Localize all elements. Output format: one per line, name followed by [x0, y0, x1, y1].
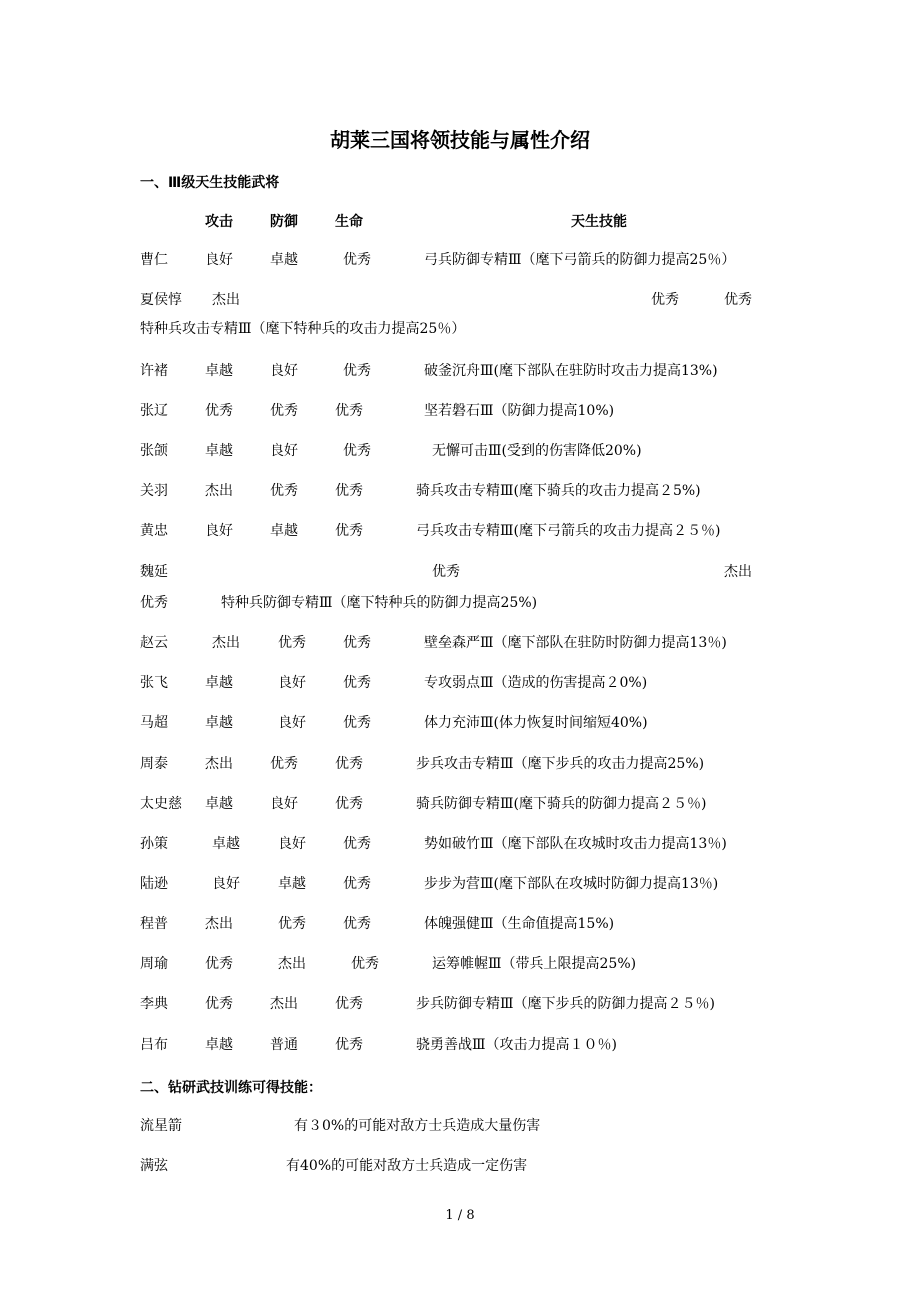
general-attack: 优秀 — [432, 564, 460, 580]
general-name: 曹仁 — [140, 252, 168, 268]
general-attack: 优秀 — [205, 403, 233, 419]
general-attack: 卓越 — [205, 1037, 233, 1053]
general-attack: 杰出 — [212, 635, 240, 651]
general-skill: 破釜沉舟Ⅲ(麾下部队在驻防时攻击力提高13%) — [424, 363, 718, 379]
general-defense: 普通 — [270, 1037, 298, 1053]
general-name: 太史慈 — [140, 796, 182, 812]
general-defense: 卓越 — [270, 252, 298, 268]
general-life: 优秀 — [724, 292, 752, 308]
general-name: 吕布 — [140, 1037, 168, 1053]
general-defense: 杰出 — [278, 956, 306, 972]
general-attack: 卓越 — [205, 796, 233, 812]
general-life: 优秀 — [335, 756, 363, 772]
general-defense: 杰出 — [724, 564, 752, 580]
general-skill: 步兵防御专精Ⅲ（麾下步兵的防御力提高２５％) — [416, 996, 715, 1012]
general-life: 优秀 — [140, 595, 168, 611]
general-defense: 卓越 — [278, 876, 306, 892]
general-life: 优秀 — [335, 523, 363, 539]
general-skill: 步步为营Ⅲ(麾下部队在攻城时防御力提高13％) — [424, 876, 719, 892]
general-skill: 体魄强健Ⅲ（生命值提高15%) — [424, 916, 615, 932]
general-defense: 杰出 — [270, 996, 298, 1012]
header-defense: 防御 — [270, 214, 298, 230]
general-life: 优秀 — [343, 715, 371, 731]
general-name: 李典 — [140, 996, 168, 1012]
general-skill: 坚若磐石Ⅲ（防御力提高10%) — [424, 403, 615, 419]
general-life: 优秀 — [343, 363, 371, 379]
general-name: 夏侯惇 — [140, 292, 182, 308]
general-name: 孙策 — [140, 836, 168, 852]
general-attack: 卓越 — [205, 363, 233, 379]
general-skill: 无懈可击Ⅲ(受到的伤害降低20%) — [432, 443, 642, 459]
general-defense: 良好 — [278, 836, 306, 852]
skill-name: 满弦 — [140, 1158, 168, 1174]
general-name: 陆逊 — [140, 876, 168, 892]
page-number: 1 / 8 — [445, 1208, 475, 1223]
general-attack: 良好 — [205, 523, 233, 539]
general-attack: 良好 — [205, 252, 233, 268]
general-defense: 良好 — [278, 675, 306, 691]
general-defense: 良好 — [278, 715, 306, 731]
general-name: 许褚 — [140, 363, 168, 379]
general-life: 优秀 — [335, 403, 363, 419]
general-skill: 体力充沛Ⅲ(体力恢复时间缩短40%) — [424, 715, 648, 731]
header-attack: 攻击 — [205, 214, 233, 230]
general-attack: 杰出 — [205, 483, 233, 499]
general-defense: 优秀 — [270, 483, 298, 499]
general-defense: 优秀 — [278, 635, 306, 651]
general-name: 张飞 — [140, 675, 168, 691]
general-name: 周泰 — [140, 756, 168, 772]
general-defense: 优秀 — [270, 403, 298, 419]
general-skill: 弓兵攻击专精Ⅲ(麾下弓箭兵的攻击力提高２５％) — [416, 523, 721, 539]
general-skill: 骁勇善战Ⅲ（攻击力提高１０％) — [416, 1037, 617, 1053]
general-name: 马超 — [140, 715, 168, 731]
general-skill: 骑兵防御专精Ⅲ(麾下骑兵的防御力提高２５％) — [416, 796, 707, 812]
general-name: 赵云 — [140, 635, 168, 651]
general-name: 周瑜 — [140, 956, 168, 972]
section-1-heading: 一、Ⅲ级天生技能武将 — [140, 175, 280, 191]
section-2-heading: 二、钻研武技训练可得技能： — [140, 1080, 322, 1096]
general-life: 优秀 — [343, 635, 371, 651]
general-name: 程普 — [140, 916, 168, 932]
general-life: 优秀 — [335, 1037, 363, 1053]
page-title: 胡莱三国将领技能与属性介绍 — [330, 128, 590, 152]
header-life: 生命 — [335, 214, 363, 230]
general-life: 优秀 — [351, 956, 379, 972]
skill-description: 有40%的可能对敌方士兵造成一定伤害 — [286, 1158, 528, 1174]
general-name: 张辽 — [140, 403, 168, 419]
general-defense: 良好 — [270, 443, 298, 459]
general-attack: 卓越 — [212, 836, 240, 852]
general-skill: 势如破竹Ⅲ（麾下部队在攻城时攻击力提高13％) — [424, 836, 727, 852]
general-defense: 优秀 — [270, 756, 298, 772]
general-skill: 专攻弱点Ⅲ（造成的伤害提高２0%) — [424, 675, 648, 691]
general-life: 优秀 — [335, 996, 363, 1012]
general-life: 优秀 — [343, 675, 371, 691]
general-skill: 骑兵攻击专精Ⅲ(麾下骑兵的攻击力提高２5%) — [416, 483, 701, 499]
general-life: 优秀 — [343, 876, 371, 892]
general-life: 优秀 — [335, 483, 363, 499]
general-attack: 杰出 — [212, 292, 240, 308]
general-attack: 杰出 — [205, 916, 233, 932]
general-defense: 卓越 — [270, 523, 298, 539]
general-defense: 良好 — [270, 796, 298, 812]
header-skill: 天生技能 — [571, 214, 627, 230]
general-skill: 运筹帷幄Ⅲ（带兵上限提高25%) — [432, 956, 637, 972]
skill-description: 有３0%的可能对敌方士兵造成大量伤害 — [294, 1118, 541, 1134]
general-attack: 优秀 — [205, 956, 233, 972]
general-life: 优秀 — [343, 916, 371, 932]
general-attack: 卓越 — [205, 675, 233, 691]
general-skill: 弓兵防御专精Ⅲ（麾下弓箭兵的防御力提高25％） — [424, 252, 736, 268]
general-defense: 优秀 — [278, 916, 306, 932]
general-name: 张颌 — [140, 443, 168, 459]
general-attack: 优秀 — [205, 996, 233, 1012]
general-name: 魏延 — [140, 564, 168, 580]
general-attack: 卓越 — [205, 715, 233, 731]
general-skill: 特种兵防御专精Ⅲ（麾下特种兵的防御力提高25%) — [221, 595, 538, 611]
general-skill: 步兵攻击专精Ⅲ（麾下步兵的攻击力提高25%) — [416, 756, 705, 772]
general-name: 关羽 — [140, 483, 168, 499]
general-skill: 特种兵攻击专精Ⅲ（麾下特种兵的攻击力提高25％） — [140, 321, 466, 337]
general-life: 优秀 — [335, 796, 363, 812]
general-name: 黄忠 — [140, 523, 168, 539]
general-attack: 卓越 — [205, 443, 233, 459]
general-defense: 优秀 — [651, 292, 679, 308]
skill-name: 流星箭 — [140, 1118, 182, 1134]
general-skill: 壁垒森严Ⅲ（麾下部队在驻防时防御力提高13％) — [424, 635, 727, 651]
general-life: 优秀 — [343, 836, 371, 852]
general-attack: 杰出 — [205, 756, 233, 772]
general-life: 优秀 — [343, 252, 371, 268]
general-life: 优秀 — [343, 443, 371, 459]
general-defense: 良好 — [270, 363, 298, 379]
general-attack: 良好 — [212, 876, 240, 892]
